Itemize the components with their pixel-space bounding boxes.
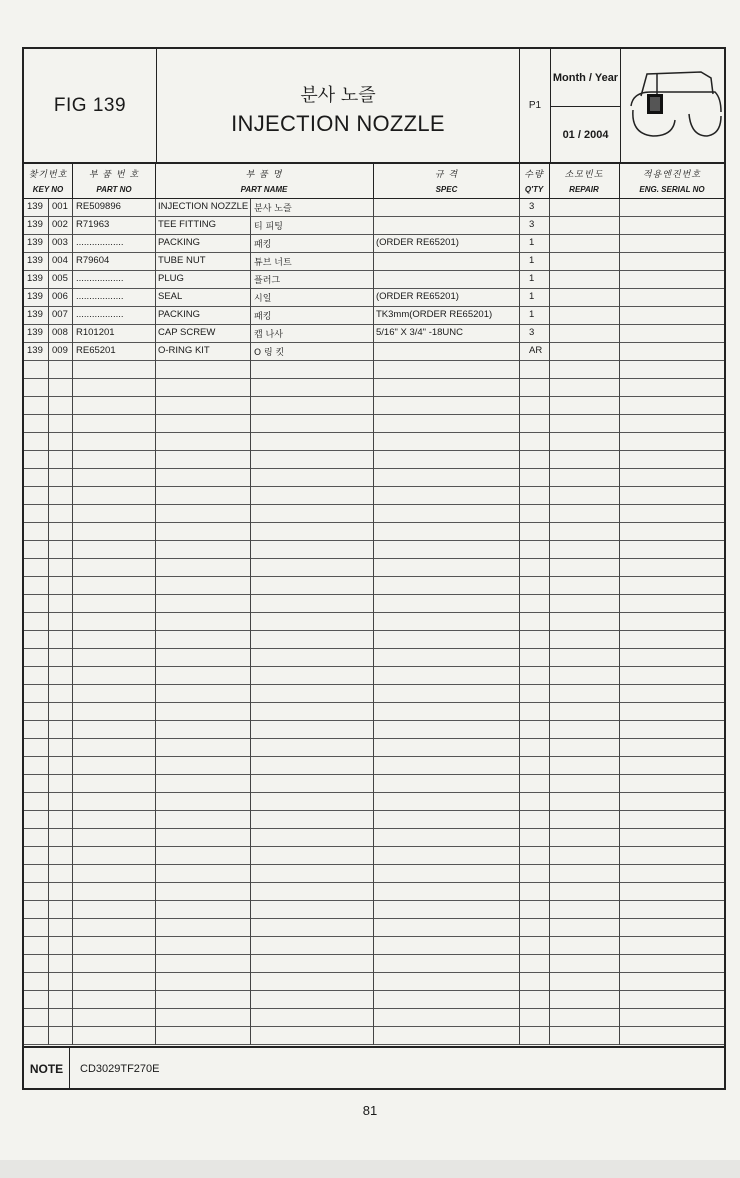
cell-fig: 139 bbox=[27, 255, 43, 266]
cell-key: 004 bbox=[52, 255, 68, 266]
cell-part-no: RE509896 bbox=[76, 201, 121, 212]
cell-key: 009 bbox=[52, 345, 68, 356]
cell-name-ko: O 링 킷 bbox=[254, 348, 285, 358]
month-year-label: Month / Year bbox=[551, 49, 620, 107]
cell-qty: 1 bbox=[529, 309, 535, 320]
note-value: CD3029TF270E bbox=[80, 1063, 160, 1075]
cell-name-en: TEE FITTING bbox=[158, 219, 217, 230]
cell-fig: 139 bbox=[27, 201, 43, 212]
cell-part-no: .................. bbox=[76, 273, 124, 284]
cell-key: 005 bbox=[52, 273, 68, 284]
divider bbox=[373, 164, 374, 198]
cell-fig: 139 bbox=[27, 309, 43, 320]
page-number: 81 bbox=[362, 1103, 378, 1118]
cell-name-ko: 패킹 bbox=[254, 312, 272, 322]
cell-name-ko: 티 피팅 bbox=[254, 222, 283, 232]
title-english: INJECTION NOZZLE bbox=[231, 111, 445, 136]
cell-key: 008 bbox=[52, 327, 68, 338]
col-key-no: 찾기번호 KEY NO bbox=[28, 170, 68, 194]
column-divider bbox=[619, 199, 620, 1045]
parts-sheet bbox=[22, 47, 726, 1090]
divider bbox=[155, 164, 156, 198]
cell-qty: 3 bbox=[529, 327, 535, 338]
month-year-value: 01 / 2004 bbox=[562, 128, 609, 141]
cell-key: 001 bbox=[52, 201, 68, 212]
divider bbox=[619, 164, 620, 198]
cell-fig: 139 bbox=[27, 291, 43, 302]
column-headers bbox=[24, 164, 724, 199]
page-code: P1 bbox=[528, 100, 542, 111]
divider bbox=[549, 164, 550, 198]
column-divider bbox=[250, 199, 251, 1045]
col-spec: 규 격 SPEC bbox=[434, 170, 459, 194]
cell-spec: TK3mm(ORDER RE65201) bbox=[376, 309, 493, 320]
note-row bbox=[24, 1046, 724, 1090]
col-eng-serial: 적용엔진번호 ENG. SERIAL NO bbox=[639, 170, 705, 194]
cell-qty: 1 bbox=[529, 255, 535, 266]
cell-key: 002 bbox=[52, 219, 68, 230]
cell-part-no: R79604 bbox=[76, 255, 110, 266]
divider bbox=[519, 164, 520, 198]
cell-part-no: .................. bbox=[76, 237, 124, 248]
title-korean: 분사 노즐 bbox=[300, 85, 376, 106]
tractor-icon bbox=[621, 49, 724, 162]
scan-edge bbox=[0, 1160, 740, 1178]
cell-part-no: R101201 bbox=[76, 327, 115, 338]
cell-fig: 139 bbox=[27, 345, 43, 356]
column-divider bbox=[373, 199, 374, 1045]
column-divider bbox=[48, 199, 49, 1045]
column-divider bbox=[519, 199, 520, 1045]
cell-name-en: SEAL bbox=[158, 291, 183, 302]
cell-name-en: PACKING bbox=[158, 237, 201, 248]
title-block bbox=[157, 49, 519, 162]
cell-fig: 139 bbox=[27, 327, 43, 338]
cell-key: 006 bbox=[52, 291, 68, 302]
cell-name-en: O-RING KIT bbox=[158, 345, 210, 356]
cell-qty: 1 bbox=[529, 237, 535, 248]
cell-fig: 139 bbox=[27, 273, 43, 284]
col-part-name: 부 품 명 PART NAME bbox=[240, 170, 288, 194]
cell-spec: 5/16" X 3/4" -18UNC bbox=[376, 327, 464, 338]
cell-fig: 139 bbox=[27, 219, 43, 230]
cell-name-en: CAP SCREW bbox=[158, 327, 216, 338]
cell-name-ko: 캡 나사 bbox=[254, 330, 283, 340]
cell-name-ko: 패킹 bbox=[254, 240, 272, 250]
cell-part-no: .................. bbox=[76, 291, 124, 302]
col-part-no: 부 품 번 호 PART NO bbox=[88, 170, 140, 194]
cell-key: 003 bbox=[52, 237, 68, 248]
cell-part-no: R71963 bbox=[76, 219, 110, 230]
cell-name-ko: 시일 bbox=[254, 294, 272, 304]
col-qty: 수량 Q'TY bbox=[524, 170, 544, 194]
cell-qty: AR bbox=[529, 345, 543, 356]
cell-name-en: PLUG bbox=[158, 273, 184, 284]
column-divider bbox=[72, 199, 73, 1045]
cell-name-en: TUBE NUT bbox=[158, 255, 206, 266]
cell-qty: 3 bbox=[529, 219, 535, 230]
parts-table bbox=[24, 199, 724, 1045]
month-year-box bbox=[551, 49, 620, 162]
cell-spec: (ORDER RE65201) bbox=[376, 237, 459, 248]
col-repair: 소모빈도 REPAIR bbox=[564, 170, 604, 194]
cell-spec: (ORDER RE65201) bbox=[376, 291, 459, 302]
cell-part-no: RE65201 bbox=[76, 345, 116, 356]
cell-qty: 1 bbox=[529, 291, 535, 302]
cell-name-ko: 튜브 너트 bbox=[254, 258, 292, 268]
cell-part-no: .................. bbox=[76, 309, 124, 320]
sheet-header bbox=[24, 49, 724, 164]
figure-number: FIG 139 bbox=[53, 94, 127, 116]
cell-name-en: INJECTION NOZZLE bbox=[158, 201, 249, 212]
column-divider bbox=[155, 199, 156, 1045]
cell-qty: 1 bbox=[529, 273, 535, 284]
cell-name-ko: 분사 노즐 bbox=[254, 204, 292, 214]
cell-name-ko: 플러그 bbox=[254, 276, 281, 286]
cell-fig: 139 bbox=[27, 237, 43, 248]
cell-qty: 3 bbox=[529, 201, 535, 212]
column-divider bbox=[549, 199, 550, 1045]
cell-name-en: PACKING bbox=[158, 309, 201, 320]
tractor-icon bbox=[623, 66, 723, 146]
divider bbox=[72, 164, 73, 198]
note-label: NOTE bbox=[24, 1048, 70, 1090]
cell-key: 007 bbox=[52, 309, 68, 320]
